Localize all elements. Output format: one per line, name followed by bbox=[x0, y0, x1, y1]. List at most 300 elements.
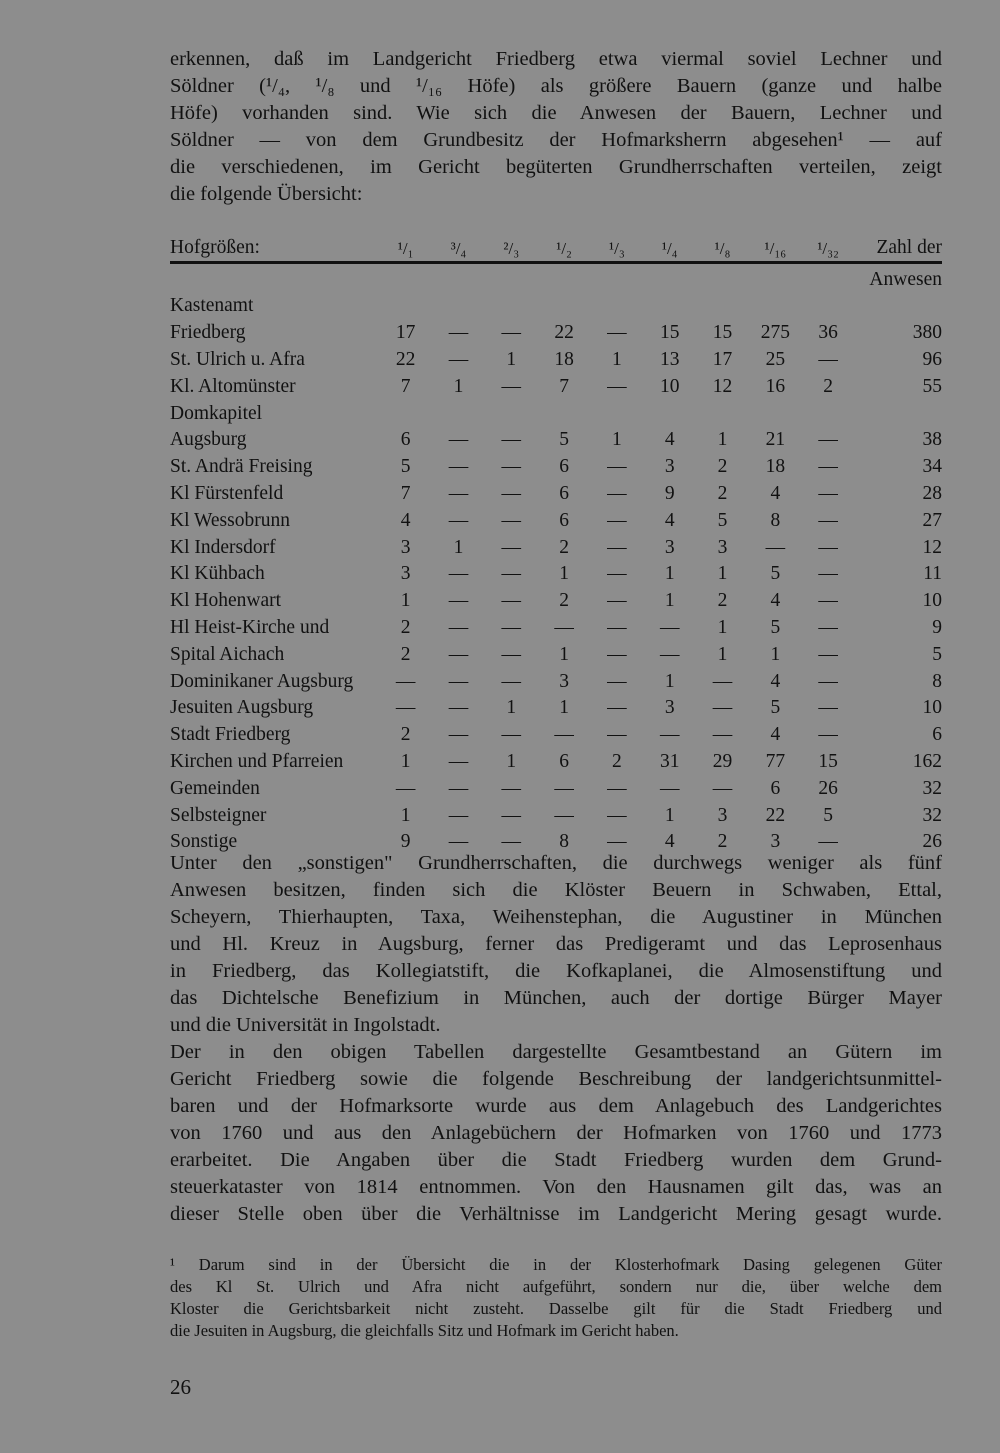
footnote-line: ¹ Darum sind in der Übersicht die in der Klosterhofmark Dasing gelegenen Güter bbox=[170, 1255, 942, 1274]
table-cell: 1 bbox=[717, 563, 728, 585]
row-name: Selbsteigner bbox=[170, 804, 267, 826]
table-cell: 4 bbox=[664, 509, 675, 531]
table-cell: 1 bbox=[506, 697, 517, 719]
table-cell: 2 bbox=[717, 590, 728, 612]
table-cell: 1 bbox=[770, 643, 781, 665]
table-row bbox=[170, 478, 942, 505]
table-cell: — bbox=[395, 777, 416, 799]
table-cell: — bbox=[607, 482, 627, 504]
table-cell: — bbox=[448, 429, 469, 451]
header-spacer bbox=[432, 262, 485, 290]
table-cell: — bbox=[448, 590, 469, 612]
table-row bbox=[170, 773, 942, 800]
header-spacer bbox=[591, 262, 644, 290]
table-cell: — bbox=[501, 643, 522, 665]
table-cell: 2 bbox=[400, 616, 411, 638]
estate-table bbox=[170, 232, 942, 853]
row-name: Hl Heist-Kirche und bbox=[170, 616, 330, 638]
table-cell: — bbox=[712, 670, 733, 692]
row-name: Spital Aichach bbox=[170, 643, 285, 665]
header-spacer bbox=[538, 262, 591, 290]
table-cell: 13 bbox=[659, 348, 680, 370]
row-name: Gemeinden bbox=[170, 777, 260, 799]
outro-line: Scheyern, Thierhaupten, Taxa, Weihenstephan, die Augustiner in München bbox=[170, 906, 942, 928]
table-cell: — bbox=[448, 724, 469, 746]
table-row bbox=[170, 532, 942, 559]
table-cell: — bbox=[501, 616, 522, 638]
table-cell: 1 bbox=[400, 750, 411, 772]
table-cell: 18 bbox=[765, 456, 786, 478]
intro-line: Höfe) vorhanden sind. Wie sich die Anwesen der Bauern, Lechner und bbox=[170, 102, 942, 124]
table-cell: 7 bbox=[559, 375, 569, 397]
total-cell: 10 bbox=[922, 590, 942, 612]
row-name: Kl. Altomünster bbox=[170, 375, 296, 397]
table-cell: 21 bbox=[765, 429, 786, 451]
table-cell: — bbox=[659, 643, 680, 665]
table-cell: 6 bbox=[770, 777, 781, 799]
table-row bbox=[170, 666, 942, 693]
table-cell: 1 bbox=[612, 429, 622, 451]
table-cell: 29 bbox=[712, 750, 733, 772]
table-cell: 2 bbox=[717, 482, 728, 504]
table-cell: 5 bbox=[559, 429, 569, 451]
table-cell: — bbox=[501, 724, 522, 746]
table-cell: 6 bbox=[400, 429, 411, 451]
table-cell: 12 bbox=[712, 375, 733, 397]
table-cell: 3 bbox=[400, 563, 411, 585]
table-cell: 17 bbox=[395, 322, 416, 344]
row-name: St. Ulrich u. Afra bbox=[170, 348, 305, 370]
table-row bbox=[170, 317, 942, 344]
table-row bbox=[170, 451, 942, 478]
table-cell: — bbox=[659, 777, 680, 799]
row-name: St. Andrä Freising bbox=[170, 456, 313, 478]
row-name: Kl Wessobrunn bbox=[170, 509, 290, 531]
table-cell: 5 bbox=[770, 563, 781, 585]
table-cell: 1 bbox=[400, 804, 411, 826]
table-cell: 77 bbox=[765, 750, 786, 772]
table-cell: — bbox=[607, 724, 627, 746]
table-row bbox=[170, 585, 942, 612]
row-name: Stadt Friedberg bbox=[170, 724, 291, 746]
table-cell: 25 bbox=[765, 348, 786, 370]
table-cell: — bbox=[607, 322, 627, 344]
total-cell: 28 bbox=[922, 482, 942, 504]
total-cell: 34 bbox=[922, 456, 942, 478]
total-cell: 27 bbox=[922, 509, 942, 531]
table-cell: 4 bbox=[770, 482, 781, 504]
table-cell: — bbox=[501, 456, 522, 478]
table-row bbox=[170, 719, 942, 746]
outro-line: Anwesen besitzen, finden sich die Klöster Beuern in Schwaben, Ettal, bbox=[170, 879, 942, 901]
table-row bbox=[170, 505, 942, 532]
column-header: ¹/₃₂ bbox=[802, 232, 855, 262]
table-cell: 1 bbox=[717, 429, 728, 451]
table-cell: — bbox=[607, 616, 627, 638]
table-cell: — bbox=[501, 590, 522, 612]
table-row bbox=[170, 800, 942, 827]
empty-cell bbox=[379, 398, 432, 425]
intro-paragraph bbox=[170, 46, 942, 208]
table-cell: — bbox=[607, 375, 627, 397]
table-cell: 5 bbox=[770, 616, 781, 638]
header-spacer bbox=[379, 262, 432, 290]
table-row bbox=[170, 612, 942, 639]
total-cell: 5 bbox=[932, 643, 942, 665]
intro-line: die folgende Übersicht: bbox=[170, 183, 363, 205]
table-cell: 22 bbox=[554, 322, 574, 344]
header-spacer bbox=[802, 262, 855, 290]
table-cell: 4 bbox=[770, 670, 781, 692]
outro-paragraph bbox=[170, 850, 942, 1228]
table-cell: 1 bbox=[506, 750, 517, 772]
row-name: Dominikaner Augsburg bbox=[170, 670, 354, 692]
table-cell: 9 bbox=[400, 831, 411, 853]
total-cell: 96 bbox=[922, 348, 942, 370]
empty-cell bbox=[855, 398, 942, 425]
table-cell: — bbox=[818, 563, 838, 585]
estate-table-container bbox=[170, 232, 942, 853]
table-cell: — bbox=[659, 724, 680, 746]
table-cell: — bbox=[448, 670, 469, 692]
table-cell: — bbox=[607, 590, 627, 612]
total-header-2: Anwesen bbox=[869, 268, 942, 290]
outro-line: Gericht Friedberg sowie die folgende Beschreibung der landgerichtsunmittel- bbox=[170, 1068, 942, 1090]
total-cell: 26 bbox=[922, 831, 942, 853]
table-cell: — bbox=[818, 348, 838, 370]
empty-cell bbox=[749, 398, 802, 425]
table-cell: 3 bbox=[717, 536, 728, 558]
row-name: Friedberg bbox=[170, 322, 246, 344]
table-cell: — bbox=[448, 750, 469, 772]
table-cell: — bbox=[554, 724, 574, 746]
empty-cell bbox=[802, 291, 855, 318]
empty-cell bbox=[643, 291, 696, 318]
table-cell: 5 bbox=[823, 804, 834, 826]
empty-cell bbox=[749, 291, 802, 318]
empty-cell bbox=[485, 398, 538, 425]
table-row bbox=[170, 559, 942, 586]
table-cell: — bbox=[659, 616, 680, 638]
total-cell: 32 bbox=[922, 804, 942, 826]
table-row bbox=[170, 291, 942, 318]
table-cell: 6 bbox=[559, 456, 569, 478]
table-cell: 1 bbox=[453, 375, 464, 397]
outro-line: Der in den obigen Tabellen dargestellte Gesamtbestand an Gütern im bbox=[170, 1041, 942, 1063]
row-name: Sonstige bbox=[170, 831, 238, 853]
table-cell: — bbox=[607, 509, 627, 531]
table-cell: 1 bbox=[664, 804, 675, 826]
total-cell: 6 bbox=[932, 724, 942, 746]
total-cell: 11 bbox=[923, 563, 942, 585]
header-spacer bbox=[749, 262, 802, 290]
empty-cell bbox=[591, 398, 644, 425]
table-cell: — bbox=[818, 536, 838, 558]
table-cell: — bbox=[607, 804, 627, 826]
table-row bbox=[170, 693, 942, 720]
total-cell: 12 bbox=[922, 536, 942, 558]
table-cell: — bbox=[554, 804, 574, 826]
table-cell: 15 bbox=[659, 322, 680, 344]
empty-cell bbox=[432, 398, 485, 425]
table-cell: 31 bbox=[659, 750, 680, 772]
table-cell: — bbox=[501, 322, 522, 344]
empty-cell bbox=[696, 291, 749, 318]
table-cell: — bbox=[765, 536, 786, 558]
table-cell: 8 bbox=[559, 831, 569, 853]
table-cell: — bbox=[501, 670, 522, 692]
table-cell: 1 bbox=[664, 670, 675, 692]
table-cell: 2 bbox=[823, 375, 834, 397]
table-cell: 9 bbox=[664, 482, 675, 504]
table-cell: 5 bbox=[770, 697, 781, 719]
table-cell: — bbox=[448, 322, 469, 344]
row-name: Kirchen und Pfarreien bbox=[170, 750, 344, 772]
table-cell: — bbox=[607, 697, 627, 719]
header-spacer bbox=[170, 262, 379, 290]
table-cell: — bbox=[448, 616, 469, 638]
header-label: Hofgrößen: bbox=[170, 232, 379, 262]
intro-line: Söldner (¹/₄, ¹/₈ und ¹/₁₆ Höfe) als größere Bauern (ganze und halbe bbox=[170, 75, 942, 97]
table-cell: 6 bbox=[559, 482, 569, 504]
table-cell: 2 bbox=[559, 536, 569, 558]
table-cell: 4 bbox=[664, 429, 675, 451]
outro-line: das Dichtelsche Benefizium in München, auch der dortige Bürger Mayer bbox=[170, 987, 942, 1009]
table-cell: 1 bbox=[717, 616, 728, 638]
table-cell: — bbox=[501, 831, 522, 853]
table-row bbox=[170, 639, 942, 666]
table-cell: — bbox=[818, 670, 838, 692]
table-cell: 8 bbox=[770, 509, 781, 531]
table-cell: — bbox=[818, 456, 838, 478]
table-cell: 3 bbox=[770, 831, 781, 853]
table-cell: 15 bbox=[818, 750, 838, 772]
table-cell: 10 bbox=[659, 375, 680, 397]
footnote-line: die Jesuiten in Augsburg, die gleichfalls Sitz und Hofmark im Gericht haben. bbox=[170, 1321, 679, 1340]
table-row bbox=[170, 746, 942, 773]
table-cell: — bbox=[395, 697, 416, 719]
total-cell: 55 bbox=[922, 375, 942, 397]
table-cell: — bbox=[607, 536, 627, 558]
table-cell: 1 bbox=[559, 643, 569, 665]
empty-cell bbox=[696, 398, 749, 425]
intro-line: Söldner — von dem Grundbesitz der Hofmarksherrn abgesehen¹ — auf bbox=[170, 129, 942, 151]
outro-line: dieser Stelle oben über die Verhältnisse im Landgericht Mering gesagt wurde. bbox=[170, 1203, 942, 1225]
table-cell: — bbox=[448, 348, 469, 370]
table-cell: 1 bbox=[453, 536, 464, 558]
header-spacer bbox=[643, 262, 696, 290]
table-cell: — bbox=[448, 509, 469, 531]
outro-line: und die Universität in Ingolstadt. bbox=[170, 1014, 441, 1036]
table-row bbox=[170, 425, 942, 452]
empty-cell bbox=[643, 398, 696, 425]
outro-line: steuerkataster von 1814 entnommen. Von den Hausnamen gilt das, was an bbox=[170, 1176, 942, 1198]
table-cell: — bbox=[818, 724, 838, 746]
table-cell: — bbox=[448, 563, 469, 585]
table-cell: 3 bbox=[664, 456, 675, 478]
table-cell: 1 bbox=[506, 348, 517, 370]
column-header: ¹/₈ bbox=[696, 232, 749, 262]
total-cell: 10 bbox=[922, 697, 942, 719]
table-cell: — bbox=[448, 831, 469, 853]
table-cell: 2 bbox=[717, 456, 728, 478]
footnote-line: Kloster die Gerichtsbarkeit nicht zusteht. Dasselbe gilt für die Stadt Friedberg und bbox=[170, 1299, 942, 1318]
table-row bbox=[170, 344, 942, 371]
table-cell: — bbox=[607, 643, 627, 665]
column-header: ¹/₃ bbox=[591, 232, 644, 262]
table-cell: — bbox=[448, 643, 469, 665]
empty-cell bbox=[485, 291, 538, 318]
table-cell: — bbox=[818, 590, 838, 612]
intro-line: die verschiedenen, im Gericht begüterten Grundherrschaften verteilen, zeigt bbox=[170, 156, 942, 178]
table-cell: — bbox=[501, 375, 522, 397]
row-name: Kl Hohenwart bbox=[170, 590, 282, 612]
total-cell: 38 bbox=[922, 429, 942, 451]
row-name: Jesuiten Augsburg bbox=[170, 697, 314, 719]
table-cell: 22 bbox=[765, 804, 786, 826]
table-cell: 4 bbox=[770, 724, 781, 746]
table-cell: — bbox=[607, 456, 627, 478]
column-header: ¹/₄ bbox=[643, 232, 696, 262]
table-cell: — bbox=[712, 777, 733, 799]
table-cell: 36 bbox=[818, 322, 838, 344]
table-cell: — bbox=[501, 777, 522, 799]
header-spacer bbox=[696, 262, 749, 290]
outro-line: und Hl. Kreuz in Augsburg, ferner das Predigeramt und das Leprosenhaus bbox=[170, 933, 942, 955]
table-cell: 2 bbox=[400, 724, 411, 746]
row-name: Kl Kühbach bbox=[170, 563, 265, 585]
empty-cell bbox=[379, 291, 432, 318]
empty-cell bbox=[802, 398, 855, 425]
table-cell: — bbox=[818, 482, 838, 504]
table-cell: 275 bbox=[760, 322, 790, 344]
row-name: Kl Fürstenfeld bbox=[170, 482, 284, 504]
intro-line: erkennen, daß im Landgericht Friedberg etwa viermal soviel Lechner und bbox=[170, 48, 942, 70]
table-cell: — bbox=[818, 831, 838, 853]
table-cell: — bbox=[607, 563, 627, 585]
table-cell: — bbox=[395, 670, 416, 692]
table-cell: — bbox=[501, 536, 522, 558]
table-cell: — bbox=[448, 482, 469, 504]
table-cell: — bbox=[448, 456, 469, 478]
table-cell: 3 bbox=[664, 697, 675, 719]
table-cell: — bbox=[554, 777, 574, 799]
table-cell: 7 bbox=[400, 375, 411, 397]
table-cell: 2 bbox=[612, 750, 622, 772]
empty-cell bbox=[432, 291, 485, 318]
table-cell: 5 bbox=[400, 456, 411, 478]
table-cell: 6 bbox=[559, 509, 569, 531]
page-number: 26 bbox=[170, 1375, 191, 1399]
table-cell: — bbox=[818, 643, 838, 665]
outro-line: baren und der Hofmarksorte wurde aus dem Anlagebuch des Landgerichtes bbox=[170, 1095, 942, 1117]
table-cell: 4 bbox=[400, 509, 411, 531]
outro-line: von 1760 und aus den Anlagebüchern der Hofmarken von 1760 und 1773 bbox=[170, 1122, 942, 1144]
total-cell: 8 bbox=[932, 670, 942, 692]
table-cell: 17 bbox=[712, 348, 733, 370]
table-cell: — bbox=[607, 777, 627, 799]
table-row bbox=[170, 398, 942, 425]
table-cell: 1 bbox=[612, 348, 622, 370]
column-header: ³/₄ bbox=[432, 232, 485, 262]
outro-line: in Friedberg, das Kollegiatstift, die Kofkaplanei, die Almosenstiftung und bbox=[170, 960, 942, 982]
column-header: ¹/₁ bbox=[379, 232, 432, 262]
row-name: Kl Indersdorf bbox=[170, 536, 276, 558]
table-cell: — bbox=[501, 563, 522, 585]
table-cell: — bbox=[818, 697, 838, 719]
table-cell: — bbox=[501, 429, 522, 451]
outro-line: Unter den „sonstigen" Grundherrschaften, die durchwegs weniger als fünf bbox=[170, 852, 942, 874]
header-spacer bbox=[485, 262, 538, 290]
table-cell: 1 bbox=[717, 643, 728, 665]
footnote-line: des Kl St. Ulrich und Afra nicht aufgeführt, sondern nur die, über welche dem bbox=[170, 1277, 942, 1296]
empty-cell bbox=[855, 291, 942, 318]
table-cell: 1 bbox=[664, 563, 675, 585]
table-body bbox=[170, 291, 942, 854]
table-cell: — bbox=[818, 509, 838, 531]
table-cell: — bbox=[501, 804, 522, 826]
row-name: Domkapitel bbox=[170, 402, 263, 424]
table-cell: — bbox=[501, 482, 522, 504]
table-cell: 4 bbox=[770, 590, 781, 612]
column-header: ¹/₁₆ bbox=[749, 232, 802, 262]
table-cell: 2 bbox=[559, 590, 569, 612]
table-cell: 1 bbox=[400, 590, 411, 612]
total-cell: 162 bbox=[912, 750, 942, 772]
footnote bbox=[170, 1254, 942, 1342]
row-name: Augsburg bbox=[170, 429, 247, 451]
total-cell: 380 bbox=[912, 322, 942, 344]
row-name: Kastenamt bbox=[170, 295, 254, 317]
column-header: ²/₃ bbox=[485, 232, 538, 262]
empty-cell bbox=[538, 291, 591, 318]
table-cell: 2 bbox=[400, 643, 411, 665]
table-row bbox=[170, 371, 942, 398]
table-cell: 3 bbox=[559, 670, 569, 692]
table-cell: 1 bbox=[559, 697, 569, 719]
table-header-row bbox=[170, 232, 942, 262]
table-cell: 5 bbox=[717, 509, 728, 531]
outro-line: erarbeitet. Die Angaben über die Stadt Friedberg wurden dem Grund- bbox=[170, 1149, 942, 1171]
table-cell: — bbox=[712, 697, 733, 719]
table-cell: 6 bbox=[559, 750, 569, 772]
table-cell: 15 bbox=[712, 322, 733, 344]
column-header: ¹/₂ bbox=[538, 232, 591, 262]
total-header: Zahl der bbox=[855, 232, 942, 262]
total-cell: 9 bbox=[932, 616, 942, 638]
table-cell: — bbox=[712, 724, 733, 746]
table-cell: — bbox=[818, 429, 838, 451]
table-cell: 26 bbox=[818, 777, 838, 799]
table-cell: 4 bbox=[664, 831, 675, 853]
table-cell: 3 bbox=[664, 536, 675, 558]
table-cell: 18 bbox=[554, 348, 574, 370]
total-cell: 32 bbox=[922, 777, 942, 799]
table-header-row-2 bbox=[170, 262, 942, 290]
table-cell: 22 bbox=[395, 348, 416, 370]
empty-cell bbox=[538, 398, 591, 425]
table-cell: 16 bbox=[765, 375, 786, 397]
table-cell: 1 bbox=[664, 590, 675, 612]
table-cell: 1 bbox=[559, 563, 569, 585]
table-cell: — bbox=[448, 777, 469, 799]
table-cell: — bbox=[607, 670, 627, 692]
table-cell: 2 bbox=[717, 831, 728, 853]
table-cell: — bbox=[607, 831, 627, 853]
table-cell: 3 bbox=[400, 536, 411, 558]
table-cell: — bbox=[554, 616, 574, 638]
table-cell: — bbox=[818, 616, 838, 638]
